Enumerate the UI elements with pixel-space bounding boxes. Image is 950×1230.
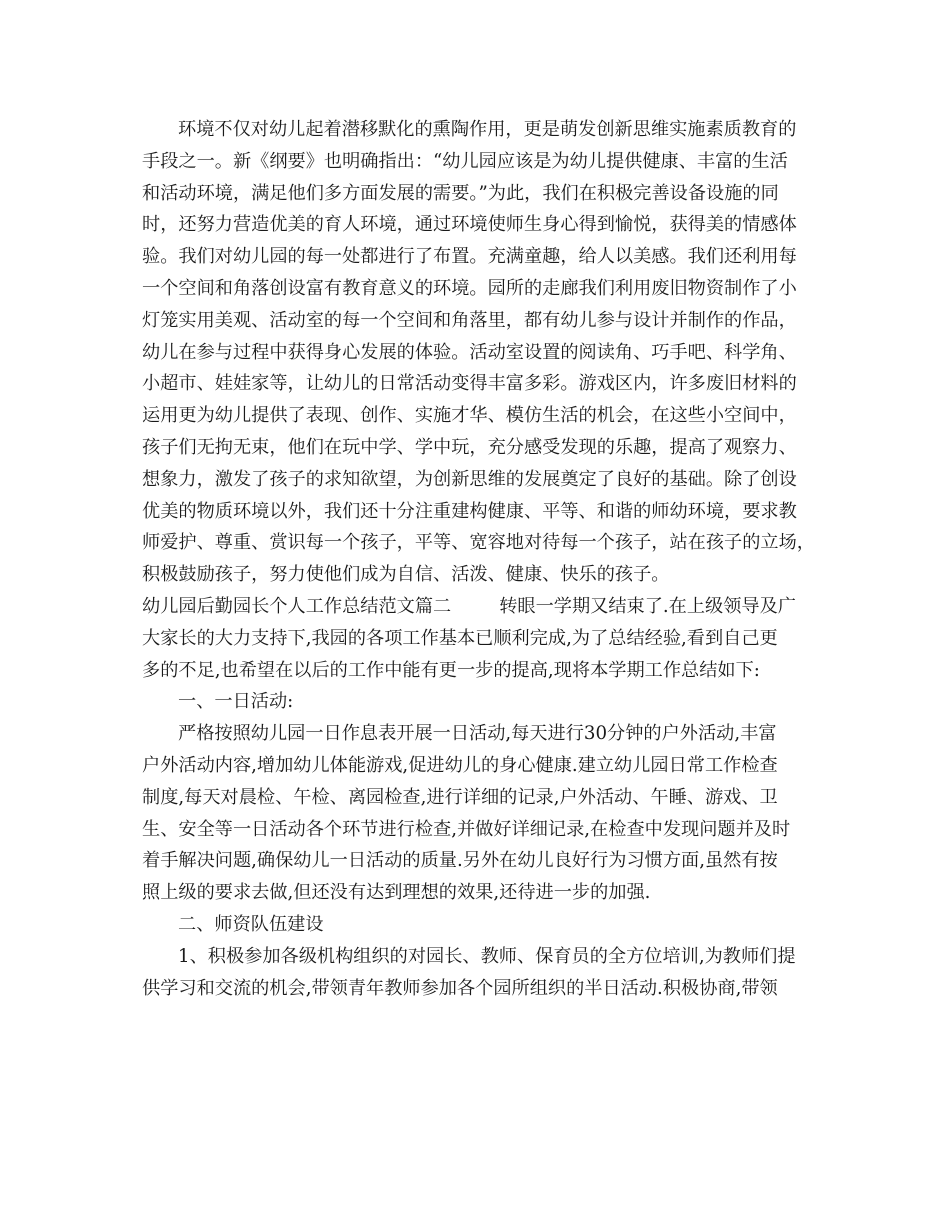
- paragraph-line: 环境不仅对幼儿起着潜移默化的熏陶作用，更是萌发创新思维实施素质教育的: [178, 119, 797, 140]
- section-heading: 一、一日活动:: [178, 691, 294, 713]
- paragraph-line: 供学习和交流的机会,带领青年教师参加各个园所组织的半日活动.积极协商,带领: [142, 977, 778, 999]
- paragraph-line: 照上级的要求去做,但还没有达到理想的效果,还待进一步的加强.: [142, 882, 651, 904]
- paragraph-line: 一个空间和角落创设富有教育意义的环境。园所的走廊我们利用废旧物资制作了小: [142, 277, 797, 299]
- section-title-line: [142, 591, 812, 623]
- paragraph-line: 灯笼实用美观、活动室的每一个空间和角落里，都有幼儿参与设计并制作的作品，: [142, 309, 797, 331]
- paragraph-line: 小超市、娃娃家等，让幼儿的日常活动变得丰富多彩。游戏区内，许多废旧材料的: [142, 373, 797, 395]
- paragraph-line: 孩子们无拘无束，他们在玩中学、学中玩，充分感受发现的乐趣，提高了观察力、: [142, 436, 797, 458]
- paragraph-line: 运用更为幼儿提供了表现、创作、实施才华、模仿生活的机会，在这些小空间中，: [142, 405, 797, 427]
- paragraph-line: 多的不足,也希望在以后的工作中能有更一步的提高,现将本学期工作总结如下:: [142, 659, 760, 681]
- section-intro: 转眼一学期又结束了.在上级领导及广: [499, 595, 796, 617]
- paragraph-line: 幼儿在参与过程中获得身心发展的体验。活动室设置的阅读角、巧手吧、科学角、: [142, 341, 797, 363]
- paragraph-line: 严格按照幼儿园一日作息表开展一日活动,每天进行30分钟的户外活动,丰富: [178, 723, 777, 745]
- paragraph-line: 验。我们对幼儿园的每一处都进行了布置。充满童趣，给人以美感。我们还利用每: [142, 246, 797, 268]
- paragraph-line: 优美的物质环境以外，我们还十分注重建构健康、平等、和谐的师幼环境，要求教: [142, 500, 797, 522]
- paragraph-line: 着手解决问题,确保幼儿一日活动的质量.另外在幼儿良好行为习惯方面,虽然有按: [142, 850, 778, 872]
- paragraph-line: 大家长的大力支持下,我园的各项工作基本已顺利完成,为了总结经验,看到自己更: [142, 627, 778, 649]
- document-body: [142, 114, 815, 1004]
- paragraph-line: 积极鼓励孩子，努力使他们成为自信、活泼、健康、快乐的孩子。: [142, 564, 670, 586]
- paragraph-line: 和活动环境，满足他们多方面发展的需要。”为此，我们在积极完善设备设施的同: [142, 182, 779, 204]
- paragraph-line: 手段之一。新《纲要》也明确指出：“幼儿园应该是为幼儿提供健康、丰富的生活: [142, 150, 788, 172]
- paragraph-line: 想象力，激发了孩子的求知欲望，为创新思维的发展奠定了良好的基础。除了创设: [142, 468, 797, 490]
- paragraph-line: 生、安全等一日活动各个环节进行检查,并做好详细记录,在检查中发现问题并及时: [142, 818, 791, 840]
- paragraph-line: 时，还努力营造优美的育人环境，通过环境使师生身心得到愉悦，获得美的情感体: [142, 214, 797, 236]
- section-title: 幼儿园后勤园长个人工作总结范文篇二: [142, 595, 452, 617]
- paragraph-line: 师爱护、尊重、赏识每一个孩子，平等、宽容地对待每一个孩子，站在孩子的立场，: [142, 532, 815, 554]
- section-heading: 二、师资队伍建设: [178, 913, 324, 935]
- paragraph-line: 户外活动内容,增加幼儿体能游戏,促进幼儿的身心健康.建立幼儿园日常工作检查: [142, 754, 778, 776]
- paragraph-line: 1、积极参加各级机构组织的对园长、教师、保育员的全方位培训,为教师们提: [178, 945, 796, 967]
- paragraph-line: 制度,每天对晨检、午检、离园检查,进行详细的记录,户外活动、午睡、游戏、卫: [142, 786, 778, 808]
